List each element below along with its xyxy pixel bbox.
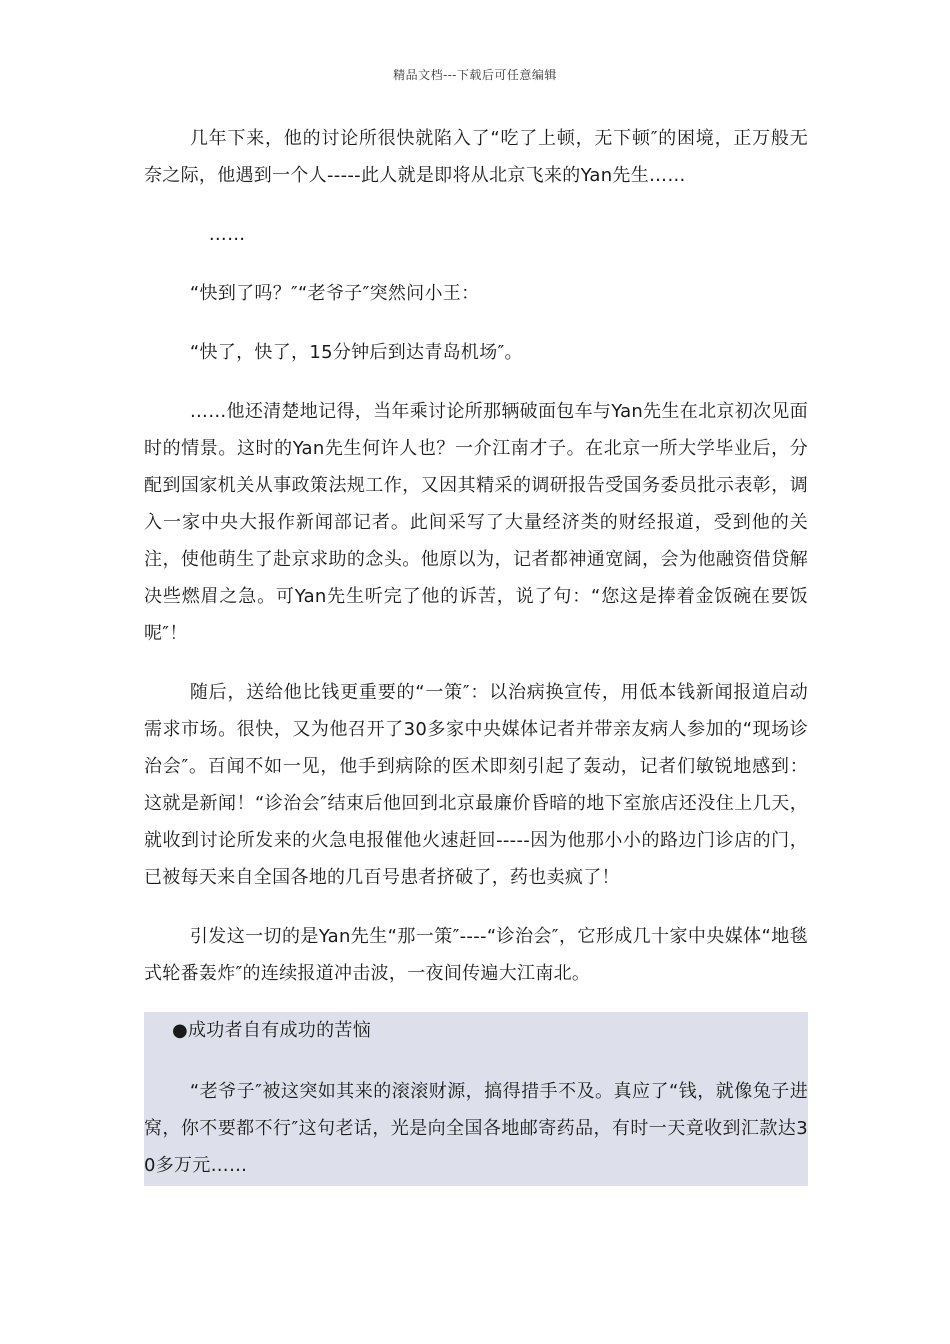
paragraph-strategy: 随后，送给他比钱更重要的“一策″：以治病换宣传，用低本钱新闻报道启动需求市场。很快，又为他召开了30多家中央媒体记者并带亲友病人参加的“现场诊治会″。百闻不如一见，他手到病除的医术即刻引起了轰动，记者们敏锐地感到：这就是新闻！“诊治会″结束后他回到北京最廉价昏暗的地下室旅店还没住上几天，就收到讨论所发来的火急电报催他火速赶回-----因为他那小小的路边门诊店的门，已被每天来自全国各地的几百号患者挤破了，药也卖疯了！	[144, 682, 808, 888]
document-body	[144, 120, 808, 1186]
paragraph-summary: 引发这一切的是Yan先生“那一策″----“诊治会″，它形成几十家中央媒体“地毯式轮番轰炸″的连续报道冲击波，一夜间传遍大江南北。	[144, 926, 808, 984]
paragraph-memory: ……他还清楚地记得，当年乘讨论所那辆破面包车与Yan先生在北京初次见面时的情景。这时的Yan先生何许人也？一介江南才子。在北京一所大学毕业后，分配到国家机关从事政策法规工作，又因其精采的调研报告受国务委员批示表彰，调入一家中央大报作新闻部记者。此间采写了大量经济类的财经报道，受到他的关注，使他萌生了赴京求助的念头。他原以为，记者都神通宽阔，会为他融资借贷解决些燃眉之急。可Yan先生听完了他的诉苦，说了句：“您这是捧着金饭碗在要饭呢″！	[144, 401, 808, 644]
paragraph-1: 几年下来，他的讨论所很快就陷入了“吃了上顿，无下顿″的困境，正万般无奈之际，他遇到一个人-----此人就是即将从北京飞来的Yan先生……	[144, 128, 808, 186]
page-header: 精品文档---下载后可任意编辑	[393, 68, 557, 82]
paragraph-dialogue-2: “快了，快了，15分钟后到达青岛机场″。	[189, 342, 523, 363]
section-body: “老爷子″被这突如其来的滚滚财源，搞得措手不及。真应了“钱，就像兔子进窝，你不要都不行″这句老话，光是向全国各地邮寄药品，有时一天竟收到汇款达30多万元……	[144, 1081, 808, 1176]
paragraph-ellipsis: ……	[208, 224, 246, 245]
paragraph-dialogue-1: “快到了吗？″“老爷子″突然问小王：	[189, 283, 480, 304]
section-heading: ●成功者自有成功的苦恼	[172, 1020, 372, 1041]
highlighted-section	[144, 1012, 808, 1186]
